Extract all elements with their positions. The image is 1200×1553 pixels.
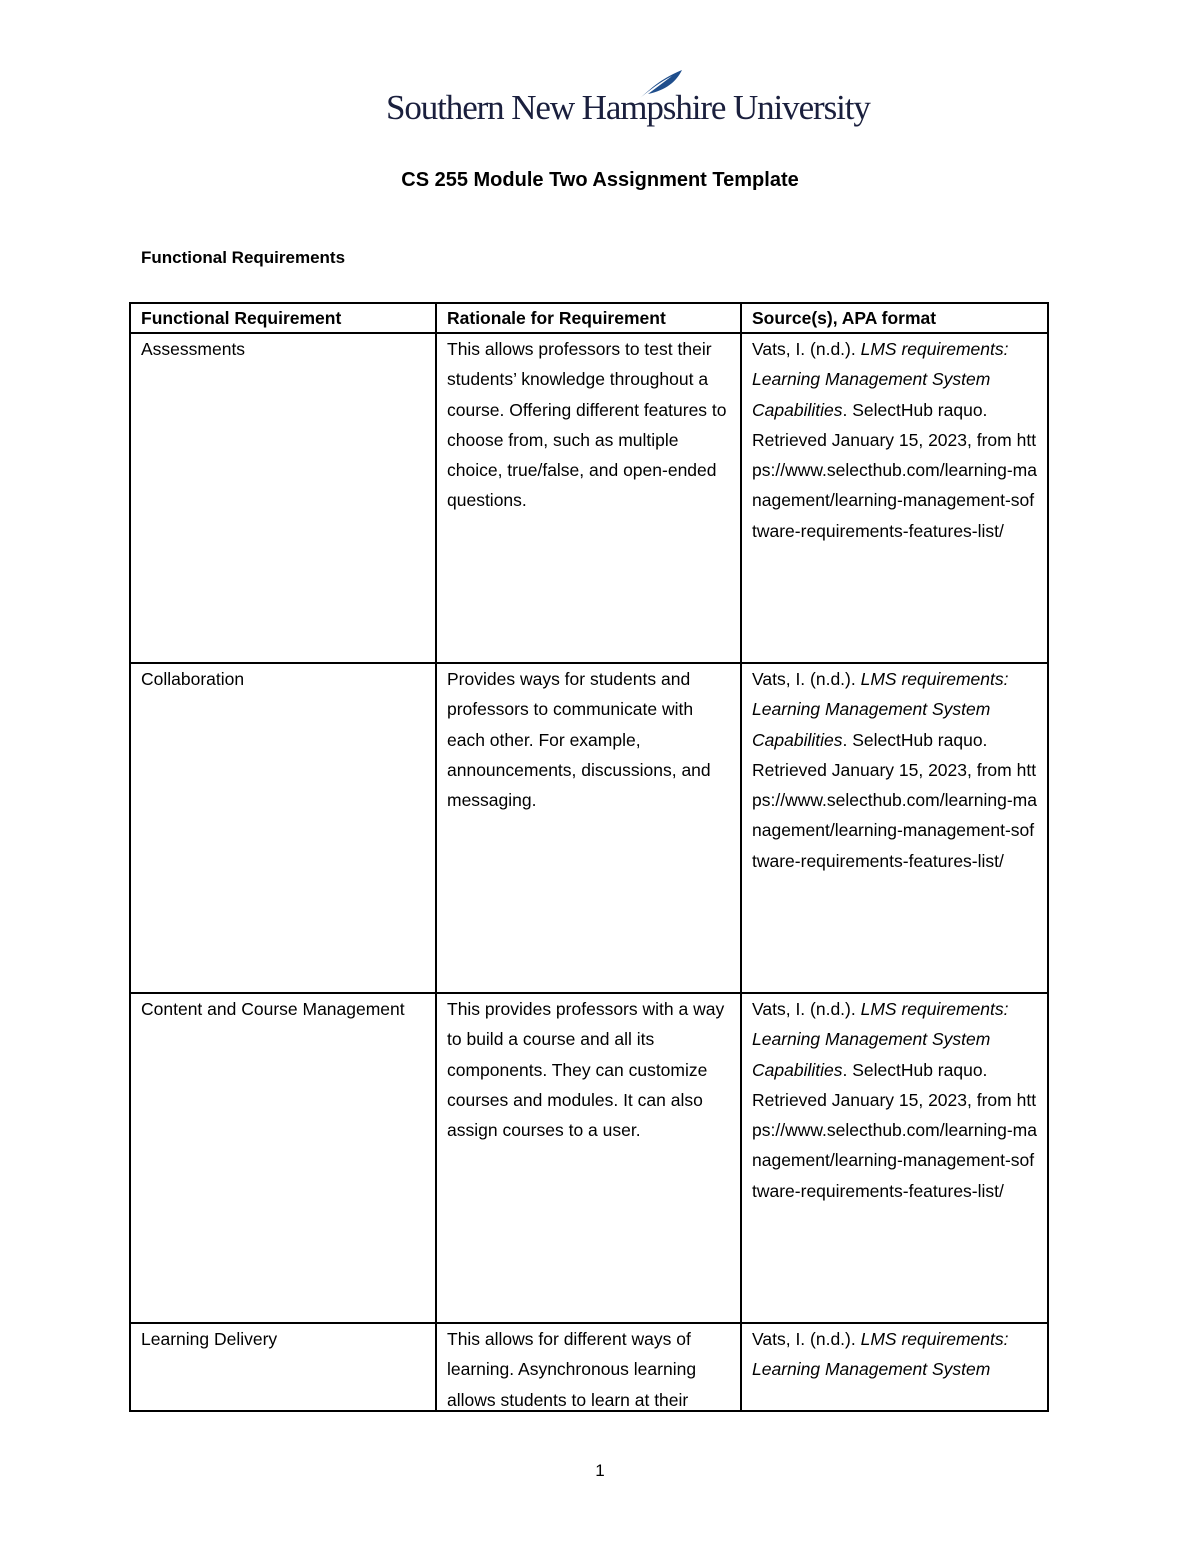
university-name: Southern New Hampshire University bbox=[386, 88, 870, 127]
table-row bbox=[130, 333, 1048, 663]
source-cell bbox=[741, 333, 1048, 663]
document-title: CS 255 Module Two Assignment Template bbox=[401, 169, 799, 191]
source-url: https://www.selecthub.com/learning-management/learning-management-software-requirements-features-list/ bbox=[752, 759, 1037, 871]
source-cell bbox=[741, 993, 1048, 1323]
requirement-text: Learning Delivery bbox=[141, 1329, 278, 1349]
table-row bbox=[130, 1323, 1048, 1411]
source-cell bbox=[741, 663, 1048, 993]
rationale-text: This allows for different ways of learning. Asynchronous learning allows students to learn at their bbox=[447, 1329, 697, 1410]
requirement-cell: Assessments bbox=[130, 333, 436, 663]
rationale-cell: Provides ways for students and professors to communicate with each other. For example, announcements, discussions, and messaging. bbox=[436, 663, 741, 993]
source-author: Vats, I. (n.d.). bbox=[752, 1329, 856, 1349]
page-number: 1 bbox=[595, 1461, 605, 1480]
source-publisher: . SelectHub raquo. Retrieved January 15, 2023, from bbox=[752, 729, 1012, 780]
requirement-cell: Content and Course Management bbox=[130, 993, 436, 1323]
source-text bbox=[752, 1324, 1037, 1410]
source-url: https://www.selecthub.com/learning-management/learning-management-software-requirements-features-list/ bbox=[752, 429, 1037, 541]
source-author: Vats, I. (n.d.). bbox=[752, 669, 856, 689]
source-cell bbox=[741, 1323, 1048, 1411]
requirement-cell: Collaboration bbox=[130, 663, 436, 993]
university-logo bbox=[386, 68, 870, 138]
requirements-table bbox=[129, 302, 1049, 1412]
source-publisher: . SelectHub raquo. Retrieved January 15, 2023, from bbox=[752, 399, 1012, 450]
header-rationale: Rationale for Requirement bbox=[436, 303, 741, 333]
table-row bbox=[130, 993, 1048, 1323]
source-title: LMS requirements: Learning Management System bbox=[752, 1329, 1009, 1380]
rationale-cell: This provides professors with a way to build a course and all its components. They can customize courses and modules. It can also assign courses to a user. bbox=[436, 993, 741, 1323]
source-publisher: . SelectHub raquo. Retrieved January 15, 2023, from bbox=[752, 1059, 1012, 1110]
source-title: LMS requirements: Learning Management System Capabilities bbox=[752, 999, 1009, 1080]
table-header-row bbox=[130, 303, 1048, 333]
source-url: https://www.selecthub.com/learning-management/learning-management-software-requirements-features-list/ bbox=[752, 1089, 1037, 1201]
section-heading: Functional Requirements bbox=[141, 248, 346, 267]
table-row bbox=[130, 663, 1048, 993]
rationale-cell: This allows professors to test their students’ knowledge throughout a course. Offering different features to choose from, such as multiple choice, true/false, and open-ended questions. bbox=[436, 333, 741, 663]
requirement-cell bbox=[130, 1323, 436, 1411]
header-functional-requirement: Functional Requirement bbox=[130, 303, 436, 333]
source-author: Vats, I. (n.d.). bbox=[752, 339, 856, 359]
source-title: LMS requirements: Learning Management System Capabilities bbox=[752, 669, 1009, 750]
source-title: LMS requirements: Learning Management System Capabilities bbox=[752, 339, 1009, 420]
header-sources: Source(s), APA format bbox=[741, 303, 1048, 333]
rationale-cell bbox=[436, 1323, 741, 1411]
source-author: Vats, I. (n.d.). bbox=[752, 999, 856, 1019]
